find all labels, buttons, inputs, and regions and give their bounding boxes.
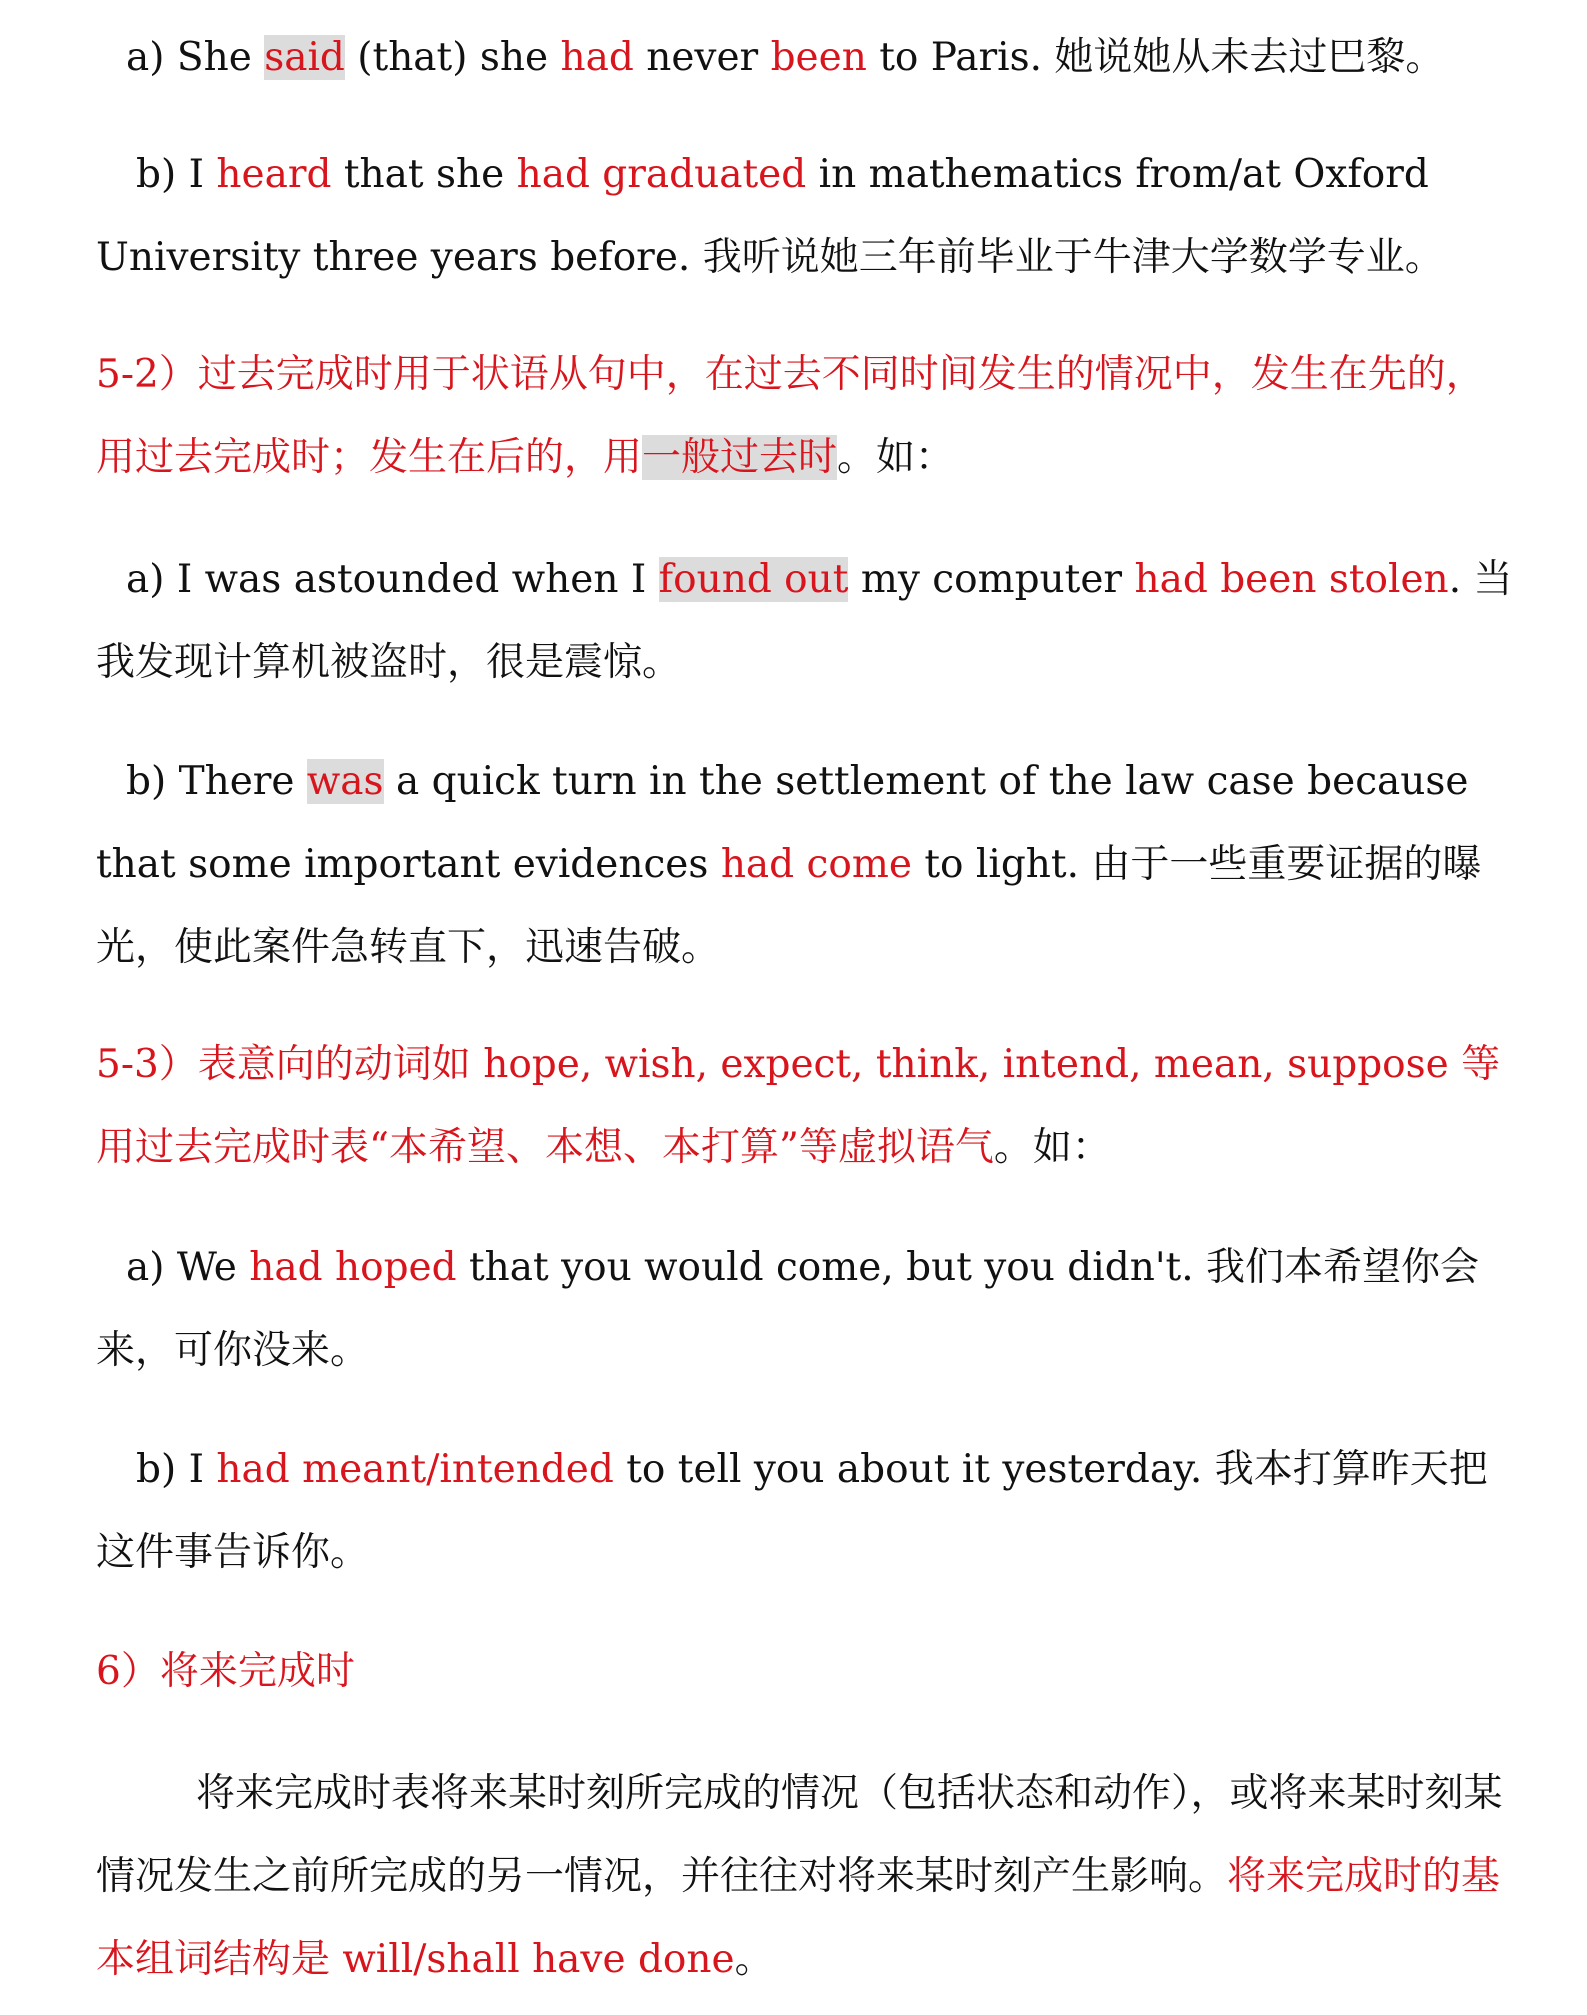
heading-text: 6）将来完成时 <box>96 1649 355 1694</box>
text-segment: in mathematics from/at Oxford University three years before. 我听说她三年前毕业于牛津大学数学专业。 <box>96 152 1444 280</box>
example-5-2-a <box>96 538 1516 704</box>
heading-6 <box>96 1630 1516 1713</box>
text-segment: to tell you about it yesterday. 我本打算昨天把这件事告诉你。 <box>96 1447 1488 1575</box>
text-segment: my computer <box>848 557 1135 602</box>
heading-suffix: 。如： <box>993 1125 1111 1170</box>
red-verb: had meant/intended <box>216 1447 614 1492</box>
paragraph-future-perfect <box>96 1752 1516 2001</box>
text-segment: to light. 由于一些重要证据的曝光，使此案件急转直下，迅速告破。 <box>96 842 1482 970</box>
heading-suffix: 。如： <box>837 435 955 480</box>
example-5-1-a <box>96 16 1516 99</box>
example-5-3-b <box>96 1428 1516 1594</box>
text-segment: . 当我发现计算机被盗时，很是震惊。 <box>96 557 1513 685</box>
heading-5-2 <box>96 333 1516 499</box>
example-5-3-a <box>96 1226 1516 1392</box>
highlighted-verb: was <box>306 759 384 804</box>
red-structure-text: 将来完成时的基本组词结构是 will/shall have done <box>96 1854 1501 1982</box>
text-segment: b) I <box>136 152 217 197</box>
red-verb: had come <box>720 842 912 887</box>
highlighted-term: 一般过去时 <box>642 435 838 480</box>
red-verb: heard <box>216 152 332 197</box>
text-segment: b) There <box>126 759 307 804</box>
text-segment: (that) she <box>344 35 561 80</box>
heading-text: 5-2）过去完成时用于状语从句中，在过去不同时间发生的情况中，发生在先的，用过去完成时；发生在后的，用 <box>96 352 1485 480</box>
text-segment: a quick turn in the settlement of the law case because that some important evidences <box>96 759 1469 887</box>
heading-5-3 <box>96 1023 1516 1189</box>
text-segment: a) I was astounded when I <box>126 557 659 602</box>
text-segment: b) I <box>136 1447 217 1492</box>
red-verb: had graduated <box>516 152 807 197</box>
text-segment: that you would come, but you didn't. 我们本希望你会来，可你没来。 <box>96 1245 1480 1373</box>
example-5-1-b <box>96 133 1516 299</box>
highlighted-verb: found out <box>658 557 849 602</box>
text-segment: a) She <box>126 35 265 80</box>
example-5-2-b <box>96 740 1516 989</box>
text-segment: a) We <box>126 1245 250 1290</box>
heading-text: 5-3）表意向的动词如 hope, wish, expect, think, intend, mean, suppose 等用过去完成时表“本希望、本想、本打算”等虚拟语气 <box>96 1042 1501 1170</box>
text-segment: never <box>633 35 771 80</box>
red-verb: been <box>770 35 867 80</box>
text-segment: that she <box>331 152 517 197</box>
body-text: 将来完成时表将来某时刻所完成的情况（包括状态和动作），或将来某时刻某情况发生之前所完成的另一情况，并往往对将来某时刻产生影响。 <box>96 1771 1503 1899</box>
text-segment: to Paris. 她说她从未去过巴黎。 <box>866 35 1445 80</box>
text-segment: 。 <box>734 1937 774 1982</box>
red-verb: had <box>560 35 634 80</box>
highlighted-verb: said <box>264 35 345 80</box>
red-verb: had hoped <box>249 1245 457 1290</box>
red-verb: had been stolen <box>1134 557 1449 602</box>
